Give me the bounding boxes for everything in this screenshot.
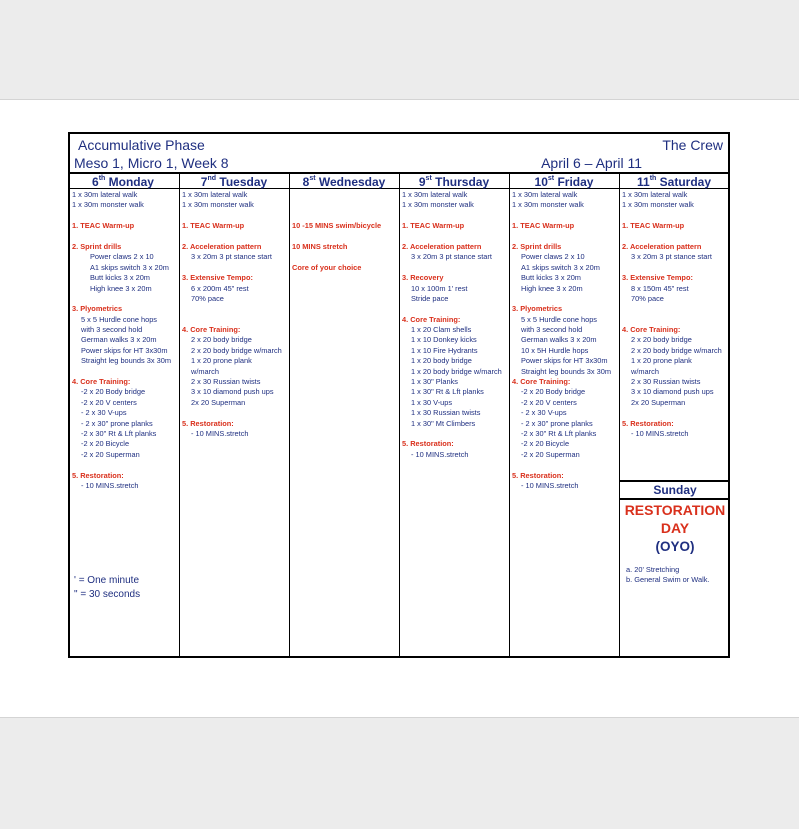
day-number: 6 (92, 175, 99, 189)
exercise-line: -2 x 20 Bicycle (81, 439, 130, 449)
day-name: Wednesday (318, 175, 386, 189)
spacer (402, 263, 508, 273)
sunday-divider (620, 480, 730, 482)
column-divider (509, 172, 510, 657)
meso-title: Meso 1, Micro 1, Week 8 (74, 155, 229, 171)
day-column-friday (512, 190, 618, 491)
restoration-day-label: DAY (660, 520, 690, 536)
exercise-line: Power claws 2 x 10 (521, 252, 585, 262)
day-ordinal-suffix: st (547, 175, 555, 182)
section-heading: 1. TEAC Warm-up (622, 221, 685, 231)
day-number: 8 (302, 175, 310, 189)
exercise-line: High knee 3 x 20m (90, 283, 152, 293)
column-divider (179, 172, 180, 657)
day-name: Tuesday (219, 175, 268, 189)
section-heading: 10 MINS stretch (292, 241, 348, 251)
exercise-line: with 3 second hold (521, 325, 583, 335)
exercise-line: -2 x 20 Superman (521, 449, 580, 459)
exercise-line: -2 x 20 Body bridge (81, 387, 146, 397)
column-divider (619, 172, 620, 657)
section-heading: 10 -15 MINS swim/bicycle (292, 221, 382, 231)
exercise-line: - 2 x 30" prone planks (81, 418, 153, 428)
exercise-line: 3 x 10 diamond push ups (631, 387, 714, 397)
exercise-line: 1 x 30m monster walk (402, 200, 474, 210)
restoration-label: RESTORATION (624, 502, 726, 518)
exercise-line: Butt kicks 3 x 20m (521, 273, 581, 283)
column-divider (399, 172, 400, 657)
spacer (292, 252, 398, 262)
exercise-line: 3 x 20m 3 pt stance start (411, 252, 492, 262)
exercise-line: 2 x 30 Russian twists (191, 377, 261, 387)
day-header-wednesday (290, 175, 398, 189)
exercise-line: German walks 3 x 20m (81, 335, 157, 345)
day-column-tuesday (182, 190, 288, 439)
exercise-line: 3 x 10 diamond push ups (191, 387, 274, 397)
section-heading: 4. Core Training: (72, 377, 131, 387)
spacer (292, 200, 398, 210)
day-name: Thursday (435, 175, 490, 189)
day-header-saturday (620, 175, 728, 189)
exercise-line: - 10 MINS.stretch (631, 428, 689, 438)
exercise-line: A1 skips switch 3 x 20m (90, 262, 169, 272)
exercise-line: 5 x 5 Hurdle cone hops (521, 314, 598, 324)
exercise-line: Straight leg bounds 3x 30m (521, 366, 611, 376)
exercise-line: 1 x 30m monster walk (72, 200, 144, 210)
section-heading: 5. Restoration: (72, 470, 124, 480)
spacer (292, 211, 398, 221)
exercise-line: - 2 x 30 V-ups (521, 408, 567, 418)
exercise-line: 1 x 20 body bridge (411, 356, 472, 366)
spacer (292, 190, 398, 200)
exercise-line: 3 x 20m 3 pt stance start (631, 252, 712, 262)
exercise-line: 1 x 30m monster walk (622, 200, 694, 210)
spacer (402, 304, 508, 314)
section-heading: 3. Plyometrics (512, 304, 563, 314)
section-heading: Core of your choice (292, 262, 362, 272)
exercise-line: - 2 x 30" prone planks (521, 418, 593, 428)
exercise-line: Power skips for HT 3x30m (521, 356, 608, 366)
exercise-line: A1 skips switch 3 x 20m (521, 262, 600, 272)
sunday-note: a. 20' Stretching (626, 565, 680, 574)
day-header-friday (510, 175, 618, 189)
exercise-line: 2 x 20 body bridge w/march (631, 345, 722, 355)
day-column-saturday (622, 190, 728, 439)
spacer (622, 304, 728, 314)
exercise-line: - 10 MINS.stretch (411, 449, 469, 459)
exercise-line: -2 x 20 V centers (521, 397, 577, 407)
exercise-line: 6 x 200m 45" rest (191, 283, 249, 293)
section-heading: 1. TEAC Warm-up (512, 221, 575, 231)
exercise-line: 1 x 10 Donkey kicks (411, 335, 477, 345)
section-heading: 3. Recovery (402, 273, 444, 283)
day-header-monday (69, 175, 177, 189)
section-heading: 1. TEAC Warm-up (182, 221, 245, 231)
exercise-line: 1 x 30 V-ups (411, 397, 453, 407)
section-heading: 3. Extensive Tempo: (622, 273, 693, 283)
day-number: 9 (418, 175, 426, 189)
day-name: Saturday (659, 175, 711, 189)
exercise-line: 1 x 30 Russian twists (411, 408, 481, 418)
exercise-line: with 3 second hold (81, 325, 143, 335)
exercise-line: 1 x 30" Mt Climbers (411, 418, 476, 428)
team-name: The Crew (662, 137, 723, 153)
spacer (512, 460, 618, 470)
exercise-line: 1 x 20 body bridge w/march (411, 366, 502, 376)
exercise-line: 1 x 30m monster walk (512, 200, 584, 210)
day-number: 10 (534, 175, 548, 189)
day-ordinal-suffix: nd (207, 175, 217, 182)
section-heading: 1. TEAC Warm-up (402, 221, 465, 231)
spacer (182, 315, 288, 325)
day-name: Monday (108, 175, 154, 189)
exercise-line: -2 x 20 Superman (81, 449, 140, 459)
legend-minute: ' = One minute (74, 575, 139, 586)
section-heading: 3. Plyometrics (72, 304, 123, 314)
section-heading: 4. Core Training: (402, 314, 461, 324)
exercise-line: Straight leg bounds 3x 30m (81, 356, 171, 366)
oyo-label: (OYO) (655, 539, 695, 554)
day-column-wednesday (292, 190, 398, 273)
spacer (72, 232, 178, 242)
section-heading: 2. Acceleration pattern (182, 241, 262, 251)
day-ordinal-suffix: th (649, 175, 657, 182)
spacer (512, 232, 618, 242)
spacer (182, 232, 288, 242)
sunday-heading: Sunday (653, 483, 697, 497)
exercise-line: -2 x 30" Rt & Lft planks (81, 428, 157, 438)
exercise-line: 2 x 20 body bridge (191, 335, 252, 345)
section-heading: 5. Restoration: (402, 439, 454, 449)
exercise-line: 1 x 30" Planks (411, 377, 458, 387)
spacer (622, 408, 728, 418)
exercise-line: 1 x 10 Fire Hydrants (411, 345, 478, 355)
exercise-line: -2 x 30" Rt & Lft planks (521, 428, 597, 438)
spacer (72, 460, 178, 470)
section-heading: 3. Extensive Tempo: (182, 273, 253, 283)
exercise-line: 2 x 20 body bridge (631, 335, 692, 345)
section-heading: 4. Core Training: (512, 377, 571, 387)
exercise-line: - 2 x 30 V-ups (81, 408, 127, 418)
section-heading: 2. Acceleration pattern (402, 241, 482, 251)
section-heading: 5. Restoration: (622, 418, 674, 428)
exercise-line: 3 x 20m 3 pt stance start (191, 252, 272, 262)
exercise-line: 2 x 30 Russian twists (631, 377, 701, 387)
exercise-line: 1 x 30m lateral walk (512, 190, 578, 199)
spacer (72, 367, 178, 377)
day-header-tuesday (180, 175, 288, 189)
exercise-line: w/march (191, 366, 219, 376)
exercise-line: Butt kicks 3 x 20m (90, 273, 150, 283)
exercise-line: 10 x 5H Hurdle hops (521, 345, 589, 355)
spacer (72, 294, 178, 304)
day-ordinal-suffix: st (425, 175, 432, 182)
exercise-line: -2 x 20 V centers (81, 397, 137, 407)
exercise-line: 10 x 100m 1' rest (411, 283, 468, 293)
exercise-line: 1 x 30m lateral walk (402, 190, 468, 199)
exercise-line: 1 x 30m lateral walk (72, 190, 138, 199)
exercise-line: German walks 3 x 20m (521, 335, 597, 345)
section-heading: 2. Acceleration pattern (622, 241, 702, 251)
exercise-line: - 10 MINS.stretch (81, 480, 139, 490)
spacer (402, 429, 508, 439)
exercise-line: Stride pace (411, 293, 449, 303)
column-divider (289, 172, 290, 657)
exercise-line: w/march (631, 366, 659, 376)
phase-title: Accumulative Phase (78, 137, 205, 153)
exercise-line: 1 x 20 Clam shells (411, 325, 472, 335)
spacer (72, 211, 178, 221)
exercise-line: 1 x 20 prone plank (631, 356, 692, 366)
day-number: 11 (637, 175, 650, 189)
day-ordinal-suffix: st (309, 175, 316, 182)
section-heading: 2. Sprint drills (72, 241, 122, 251)
date-range: April 6 – April 11 (541, 155, 642, 171)
section-heading: 2. Sprint drills (512, 241, 562, 251)
spacer (622, 263, 728, 273)
day-column-monday (72, 190, 178, 491)
exercise-line: 1 x 30" Rt & Lft planks (411, 387, 484, 397)
spacer (182, 304, 288, 314)
exercise-line: -2 x 20 Body bridge (521, 387, 586, 397)
day-column-thursday (402, 190, 508, 460)
spacer (292, 232, 398, 242)
section-heading: 5. Restoration: (182, 418, 234, 428)
exercise-line: - 10 MINS.stretch (521, 480, 579, 490)
exercise-line: 1 x 20 prone plank (191, 356, 252, 366)
exercise-line: 70% pace (191, 293, 224, 303)
exercise-line: -2 x 20 Bicycle (521, 439, 570, 449)
exercise-line: 70% pace (631, 293, 664, 303)
spacer (182, 263, 288, 273)
section-heading: 4. Core Training: (622, 325, 681, 335)
exercise-line: - 10 MINS.stretch (191, 428, 249, 438)
spacer (402, 211, 508, 221)
exercise-line: High knee 3 x 20m (521, 283, 583, 293)
exercise-line: 1 x 30m monster walk (182, 200, 254, 210)
spacer (182, 408, 288, 418)
exercise-line: 1 x 30m lateral walk (182, 190, 248, 199)
section-heading: 4. Core Training: (182, 325, 241, 335)
day-ordinal-suffix: th (98, 175, 106, 182)
sunday-heading-divider (620, 498, 730, 500)
day-header-thursday (400, 175, 508, 189)
spacer (402, 232, 508, 242)
exercise-line: Power skips for HT 3x30m (81, 345, 168, 355)
exercise-line: 1 x 30m lateral walk (622, 190, 688, 199)
exercise-line: 8 x 150m 45" rest (631, 283, 689, 293)
day-name: Friday (557, 175, 594, 189)
spacer (622, 232, 728, 242)
day-number: 7 (200, 175, 208, 189)
exercise-line: 2 x 20 body bridge w/march (191, 345, 282, 355)
exercise-line: Power claws 2 x 10 (90, 252, 154, 262)
exercise-line: 2x 20 Superman (191, 397, 246, 407)
sunday-note: b. General Swim or Walk. (626, 575, 710, 584)
spacer (512, 211, 618, 221)
spacer (512, 294, 618, 304)
spacer (182, 211, 288, 221)
section-heading: 5. Restoration: (512, 470, 564, 480)
section-heading: 1. TEAC Warm-up (72, 221, 135, 231)
exercise-line: 2x 20 Superman (631, 397, 686, 407)
legend-seconds: " = 30 seconds (74, 589, 141, 600)
exercise-line: 5 x 5 Hurdle cone hops (81, 314, 158, 324)
spacer (622, 211, 728, 221)
spacer (622, 315, 728, 325)
